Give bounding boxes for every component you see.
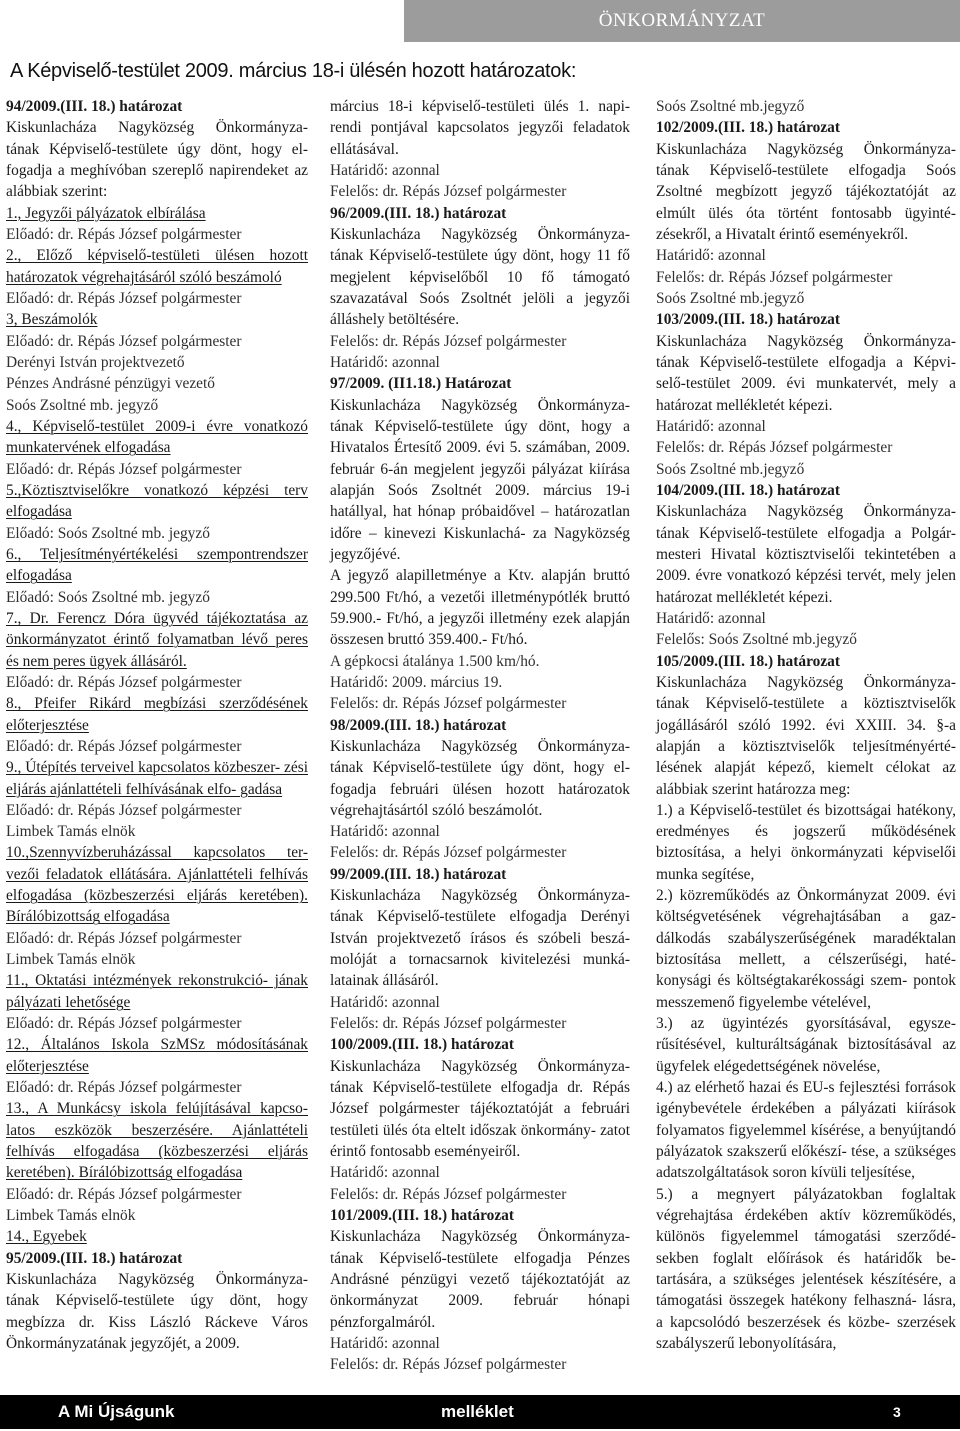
resolution-heading: 99/2009.(III. 18.) határozat (330, 865, 507, 883)
resolution-text: Kiskunlacháza Nagyközség Önkormányza- tának Képviselő-testülete elfogadja Soós Zsoltné megbízott jegyző tájékoztatóját az elmúlt ülés óta történt fontosabb ügyinté- zésekről, a Hivatalt érintő eseményekről. (656, 140, 956, 243)
resolution-detail: Felelős: dr. Répás József polgármester (330, 844, 567, 862)
resolution-detail: Előadó: dr. Répás József polgármester (6, 460, 242, 478)
resolution-detail: Felelős: dr. Répás József polgármester (656, 268, 893, 286)
resolution-detail: Soós Zsoltné mb.jegyző (656, 289, 805, 307)
resolution-detail: A gépkocsi átalánya 1.500 km/hó. (330, 652, 540, 670)
resolution-text: Kiskunlacháza Nagyközség Önkormányza- tának Képviselő-testülete úgy dönt, hogy el- fogadja a meghívóban szereplő napirendeket az alábbiak szerint: (6, 119, 308, 201)
resolution-text: 2.) közreműködés az Önkormányzat 2009. évi költségvetésének végrehajtásában a gaz- dálkodás szabályszerűségének maradéktalan biztosítása mellett, a célszerűségi, haté- konysági és költségtakarékossági szem- pontok messzemenő figyelembe vételével, (656, 887, 956, 1011)
resolution-text: 1.) a Képviselő-testület és bizottságai hatékony, eredményes és jogszerű működésének biztosítása, a helyi önkormányzati képviselői munka segítése, (656, 801, 956, 883)
footer-brand: A Mi Újságunk (58, 1402, 175, 1421)
resolution-detail: Határidő: azonnal (330, 353, 440, 371)
agenda-item: 1., Jegyzői pályázatok elbírálása (6, 204, 206, 222)
resolution-detail: Előadó: dr. Répás József polgármester (6, 1079, 242, 1097)
resolution-text: Kiskunlacháza Nagyközség Önkormányza- tának Képviselő-testülete elfogadja a Képvi- selő-testület 2009. évi munkatervét, mely a határozat mellékletét képezi. (656, 332, 956, 414)
resolution-detail: Előadó: dr. Répás József polgármester (6, 332, 242, 350)
resolution-detail: Határidő: azonnal (330, 823, 440, 841)
resolution-detail: Pénzes Andrásné pénzügyi vezető (6, 375, 215, 393)
agenda-item: 5.,Köztisztviselőkre vonatkozó képzési terv elfogadása (6, 481, 308, 521)
resolution-detail: Felelős: dr. Répás József polgármester (330, 332, 567, 350)
page-number: 3 (893, 1404, 901, 1420)
resolution-text: Kiskunlacháza Nagyközség Önkormányza- tának Képviselő-testülete úgy dönt, hogy a Hivatalos Értesítő 2009. évi 5. számában, 2009. február 6-án megjelent jegyzői pályázat kiírása alapján Soós Zsoltnét 2009. március 19-i hatállyal, hat hónap próbaidővel – határozatlan időre – kinevezi Kiskunlachá- za Nagyközség jegyzőjévé. (330, 396, 630, 563)
resolution-detail: Limbek Tamás elnök (6, 951, 136, 969)
resolution-detail: Felelős: dr. Répás József polgármester (330, 695, 567, 713)
resolution-heading: 104/2009.(III. 18.) határozat (656, 481, 840, 499)
resolution-text: Kiskunlacháza Nagyközség Önkormányza- tának Képviselő-testülete úgy dönt, hogy 11 fő megjelent képviselőből 10 fő támogató szavazatával Soós Zsoltnét jelöli a jegyzői álláshely betöltésére. (330, 225, 630, 329)
resolution-text: Kiskunlacháza Nagyközség Önkormányza- tának Képviselő-testülete a köztisztviselők jogállásáról szóló 1992. évi XXIII. 34. §-a alapján a köztisztviselők teljesítményérté- lésének alapját képező, kiemelt célokat az alábbiak szerint határozza meg: (656, 673, 956, 798)
resolution-detail: Előadó: dr. Répás József polgármester (6, 225, 242, 243)
section-label: ÖNKORMÁNYZAT (598, 10, 766, 31)
resolution-detail: Előadó: dr. Répás József polgármester (6, 673, 242, 691)
resolution-detail: Határidő: azonnal (656, 247, 766, 265)
agenda-item: 12., Általános Iskola SzMSz módosításának előterjesztése (6, 1036, 308, 1075)
resolution-text: 5.) a megnyert pályázatokban foglaltak végrehajtása érdekében aktív közreműködés, különös figyelemmel támogatási szerződé- sekben foglalt előírások és határidők be- tartására, a szükséges jelentések készítésére, a támogatási összegek hatékony felhaszná- lásra, a kapcsolódó beszerzések és közbe- szerzések szabályszerű lebonyolítására, (656, 1185, 956, 1353)
resolution-detail: Limbek Tamás elnök (6, 823, 136, 841)
footer-supplement: melléklet (441, 1402, 514, 1421)
resolution-detail: Határidő: azonnal (330, 1335, 440, 1353)
resolution-detail: Derényi István projektvezető (6, 353, 185, 371)
resolution-detail: Felelős: dr. Répás József polgármester (330, 1015, 567, 1033)
resolution-text: A jegyző alapilletménye a Ktv. alapján bruttó 299.500 Ft/hó, a vezetői illetménypótlék bruttó 59.900.- Ft/hó, a jegyzői illetmény ezek alapján összesen bruttó 359.400.- Ft/hó. (330, 567, 630, 649)
resolution-text: Kiskunlacháza Nagyközség Önkormányza- tának Képviselő-testülete úgy dönt, hogy el- fogadja februári ülésen hozott határozatok végrehajtásártól szóló beszámolót. (330, 737, 630, 819)
agenda-item: 2., Előző képviselő-testületi ülésen hozott határozatok végrehajtásáról szóló beszámoló (6, 247, 308, 286)
resolution-detail: Határidő: azonnal (330, 161, 440, 179)
agenda-item: 6., Teljesítményértékelési szempontrendszer elfogadása (6, 545, 308, 585)
resolution-heading: 98/2009.(III. 18.) határozat (330, 716, 507, 734)
resolution-detail: Soós Zsoltné mb.jegyző (656, 98, 805, 115)
resolution-detail: Előadó: dr. Répás József polgármester (6, 289, 242, 307)
resolution-text: Kiskunlacháza Nagyközség Önkormányza- tának Képviselő-testülete elfogadja a Polgár- mesteri Hivatal köztisztviselői tekintetében a 2009. évre vonatkozó képzési tervét, mely jelen határozat mellékletét képezi. (656, 503, 956, 606)
resolution-detail: Előadó: Soós Zsoltné mb. jegyző (6, 524, 210, 542)
resolution-detail: Felelős: dr. Répás József polgármester (330, 1185, 567, 1203)
resolution-detail: Soós Zsoltné mb. jegyző (6, 396, 159, 414)
resolution-detail: Felelős: dr. Répás József polgármester (330, 183, 567, 201)
page-footer (0, 1395, 960, 1429)
resolution-detail: Előadó: dr. Répás József polgármester (6, 801, 242, 819)
resolution-detail: Felelős: Soós Zsoltné mb.jegyző (656, 631, 857, 649)
resolution-detail: Határidő: azonnal (330, 1164, 440, 1182)
resolution-text: Kiskunlacháza Nagyközség Önkormányza- tának Képviselő-testülete elfogadja dr. Répás József polgármester tájékoztatóját a februári testületi ülés óta eltelt időszak önkormány- zatot érintő fontosabb eseményeiről. (330, 1057, 630, 1161)
resolution-detail: Előadó: dr. Répás József polgármester (6, 1185, 242, 1203)
agenda-item: 14., Egyebek (6, 1228, 87, 1246)
section-tab (404, 0, 960, 42)
resolution-text: Kiskunlacháza Nagyközség Önkormányza- tának Képviselő-testülete elfogadja Pénzes Andrásné pénzügyi vezető tájékoztatóját az önkormányzat 2009. február hónapi pénzforgalmáról. (330, 1228, 630, 1331)
resolution-detail: Limbek Tamás elnök (6, 1207, 136, 1225)
page-title: A Képviselő-testület 2009. március 18-i ülésén hozott határozatok: (10, 60, 577, 82)
resolution-text: 3.) az ügyintézés gyorsításával, egysze- rűsítésével, kulturáltságának biztosításával az ügyfelek elégedettségének növelése, (656, 1015, 956, 1075)
resolution-detail: Előadó: Soós Zsoltné mb. jegyző (6, 588, 210, 606)
agenda-item: 7., Dr. Ferencz Dóra ügyvéd tájékoztatása az önkormányzatot érintő folyamatban lévő peres és nem peres ügyek állásáról. (6, 609, 308, 670)
resolution-heading: 102/2009.(III. 18.) határozat (656, 119, 840, 137)
resolution-detail: Határidő: 2009. március 19. (330, 673, 503, 691)
column-middle (330, 96, 630, 1376)
agenda-item: 4., Képviselő-testület 2009-i évre vonatkozó munkatervének elfogadása (6, 417, 308, 457)
resolution-detail: Felelős: dr. Répás József polgármester (330, 1356, 567, 1374)
column-right (656, 96, 956, 1354)
resolution-heading: 105/2009.(III. 18.) határozat (656, 652, 840, 670)
resolution-heading: 94/2009.(III. 18.) határozat (6, 98, 183, 115)
resolution-detail: Előadó: dr. Répás József polgármester (6, 1015, 242, 1033)
resolution-detail: Felelős: dr. Répás József polgármester (656, 439, 893, 457)
resolution-heading: 96/2009.(III. 18.) határozat (330, 204, 507, 222)
agenda-item: 9., Útépítés terveivel kapcsolatos közbeszer- zési eljárás ajánlattételi felhívásának elfo- gadása (6, 759, 308, 798)
agenda-item: 11., Oktatási intézmények rekonstrukció- jának pályázati lehetősége (6, 972, 308, 1011)
agenda-item: 13., A Munkácsy iskola felújításával kapcso- latos eszközök beszerzésére. Ajánlattételi felhívás elfogadása (közbeszerzési eljárás keretében). Bírálóbizottság elfogadása (6, 1100, 308, 1182)
agenda-item: 10.,Szennyvízberuházással kapcsolatos ter- vezői feladatok ellátására. Ajánlattételi felhívás elfogadása (közbeszerzési eljárás keretében). Bírálóbizottság elfogadása (6, 844, 308, 926)
agenda-item: 8., Pfeifer Rikárd megbízási szerződésének előterjesztése (6, 695, 308, 734)
column-left (6, 96, 308, 1354)
resolution-text: március 18-i képviselő-testületi ülés 1. napi- rendi pontjával kapcsolatos jegyzői feladatok ellátásával. (330, 98, 630, 158)
resolution-text: 4.) az elérhető hazai és EU-s fejlesztési források igénybevétele érdekében a pályázati kiírások folyamatos figyelemmel kísérése, a benyújtandó pályázatok szakszerű előkészí- tése, a szükséges adatszolgáltatások soron kívüli teljesítése, (656, 1079, 956, 1182)
agenda-item: 3, Beszámolók (6, 311, 98, 329)
resolution-detail: Előadó: dr. Répás József polgármester (6, 737, 242, 755)
resolution-detail: Határidő: azonnal (330, 993, 440, 1011)
resolution-detail: Soós Zsoltné mb.jegyző (656, 460, 805, 478)
resolution-detail: Határidő: azonnal (656, 609, 766, 627)
resolution-text: Kiskunlacháza Nagyközség Önkormányza- tának Képviselő-testülete elfogadja Derényi István projektvezető írásos és szóbeli beszá- molóját a tornacsarnok kivitelezési munká- latainak állásáról. (330, 887, 630, 990)
resolution-heading: 97/2009. (II1.18.) Határozat (330, 375, 512, 393)
resolution-detail: Határidő: azonnal (656, 417, 766, 435)
resolution-heading: 95/2009.(III. 18.) határozat (6, 1249, 183, 1267)
resolution-heading: 101/2009.(III. 18.) határozat (330, 1207, 514, 1225)
resolution-heading: 103/2009.(III. 18.) határozat (656, 311, 840, 329)
resolution-heading: 100/2009.(III. 18.) határozat (330, 1036, 514, 1054)
resolution-detail: Előadó: dr. Répás József polgármester (6, 929, 242, 947)
resolution-text: Kiskunlacháza Nagyközség Önkormányza- tának Képviselő-testülete úgy dönt, hogy megbízza dr. Kiss László Ráckeve Város Önkormányzatának jegyzőjét, a 2009. (6, 1271, 308, 1353)
